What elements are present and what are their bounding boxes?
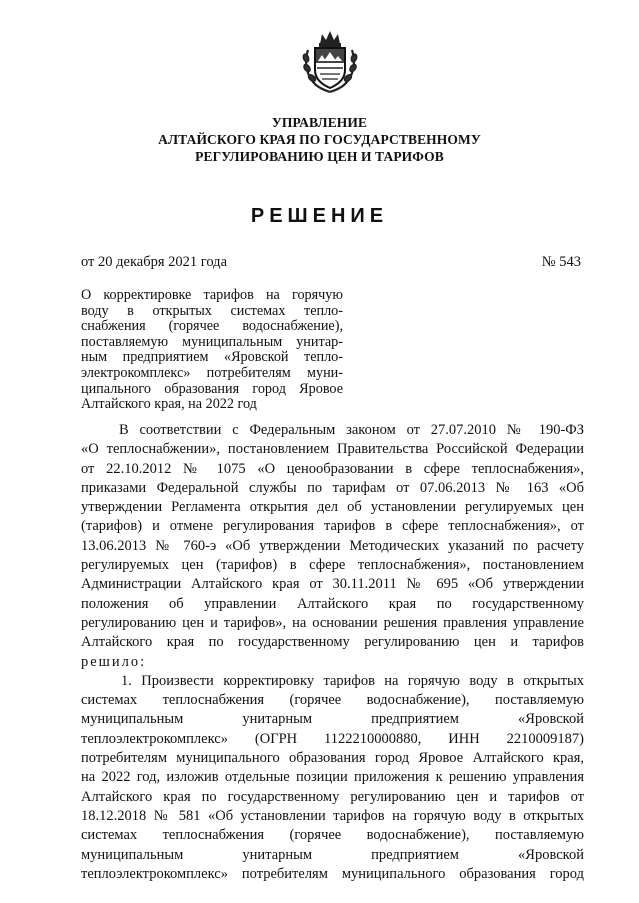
document-number: № 543 [541, 254, 581, 270]
body-line: 13.06.2013 № 760-э «Об утверждении Методических указаний по расчету [81, 537, 584, 554]
body-line: Алтайского края по государственному регулированию цен и тарифов от [81, 788, 584, 805]
body-line: на 2022 год, изложив отдельные позиции приложения к решению управления [81, 769, 584, 786]
body-line: регулированию цен и тарифов», на основании решения правления управление [81, 614, 584, 631]
body-line: регулируемых цен (тарифов) в сфере теплоснабжения», постановлением [81, 557, 584, 574]
body-line: 18.12.2018 № 581 «Об установлении тарифов на горячую воду в открытых [81, 807, 584, 824]
agency-line: АЛТАЙСКОГО КРАЯ ПО ГОСУДАРСТВЕННОМУ [158, 132, 481, 147]
body-line: системах теплоснабжения (горячее водоснабжение), поставляемую [81, 692, 584, 709]
body-line: теплоэлектрокомплекс» потребителям муниципального образования город [81, 865, 584, 882]
body-line: решило: [81, 653, 147, 670]
subject-line: воду в открытых системах тепло- [81, 303, 343, 319]
body-line: от 22.10.2012 № 1075 «О ценообразовании в сфере теплоснабжения», [81, 460, 584, 477]
agency-line: РЕГУЛИРОВАНИЮ ЦЕН И ТАРИФОВ [195, 149, 444, 164]
document-type-title: РЕШЕНИЕ [250, 205, 389, 227]
body-line: потребителям муниципального образования город Яровое Алтайского края, [81, 750, 584, 767]
subject-line: снабжения (горячее водоснабжение), [81, 319, 343, 335]
body-line: муниципальным унитарным предприятием «Яровской [81, 846, 584, 863]
document-body [81, 421, 584, 884]
body-line: В соответствии с Федеральным законом от 27.07.2010 № 190-ФЗ [119, 422, 584, 438]
body-line: теплоэлектрокомплекс» (ОГРН 1122210000880, ИНН 2210009187) [81, 730, 584, 747]
subject-line: поставляемую муниципальным унитар- [81, 334, 343, 350]
body-line: положения об управлении Алтайского края по государственному [81, 595, 584, 612]
body-line: (тарифов) и отмене регулирования тарифов в сфере теплоснабжения», от [81, 518, 584, 535]
body-line: «О теплоснабжении», постановлением Правительства Российской Федерации [81, 441, 584, 458]
body-line: Администрации Алтайского края от 30.11.2011 № 695 «Об утверждении [81, 576, 584, 593]
subject-line: ципального образования город Яровое [81, 381, 343, 397]
body-line: 1. Произвести корректировку тарифов на горячую воду в открытых [121, 672, 584, 689]
body-line: Алтайского края по государственному регулированию цен и тарифов [81, 634, 584, 651]
subject-line: ным предприятием «Яровской тепло- [81, 350, 343, 366]
body-line: муниципальным унитарным предприятием «Яровской [81, 711, 584, 728]
subject-line: О корректировке тарифов на горячую [81, 288, 343, 303]
body-line: утверждении Регламента открытия дел об установлении регулируемых цен [81, 499, 584, 516]
agency-line: УПРАВЛЕНИЕ [271, 115, 368, 130]
subject-line: Алтайского края, на 2022 год [81, 397, 257, 413]
altai-krai-coat-of-arms-icon [300, 28, 360, 94]
document-subject [81, 288, 343, 413]
subject-line: электрокомплекс» потребителям муни- [81, 365, 343, 381]
body-line: системах теплоснабжения (горячее водоснабжение), поставляемую [81, 827, 584, 844]
agency-name [0, 114, 639, 165]
body-line: приказами Федеральной службы по тарифам от 07.06.2013 № 163 «Об [81, 479, 584, 496]
document-date: от 20 декабря 2021 года [81, 254, 227, 270]
